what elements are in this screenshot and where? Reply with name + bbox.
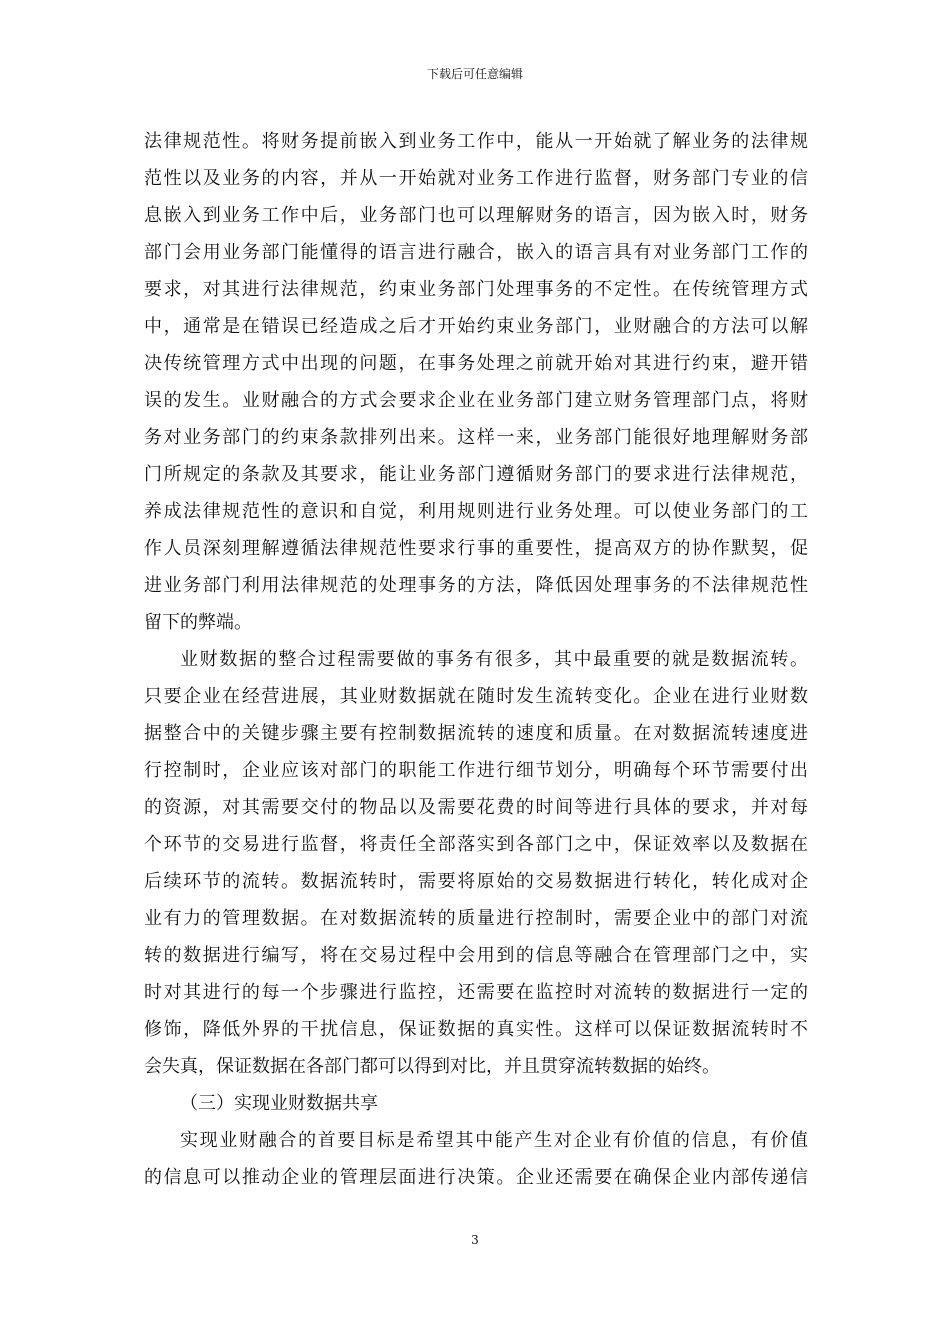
text-line: 息嵌入到业务工作中后，业务部门也可以理解财务的语言，因为嵌入时，财务 [144, 205, 808, 226]
text-line: 转的数据进行编写，将在交易过程中会用到的信息等融合在管理部门之中，实 [144, 945, 808, 966]
section-heading: （三）实现业财数据共享 [180, 1093, 378, 1114]
text-line: 误的发生。业财融合的方式会要求企业在业务部门建立财务管理部门点，将财 [144, 390, 808, 411]
text-line: 的信息可以推动企业的管理层面进行决策。企业还需要在确保企业内部传递信 [144, 1167, 808, 1188]
text-line: 中，通常是在错误已经造成之后才开始约束业务部门，业财融合的方法可以解 [144, 316, 808, 337]
text-line: 要求，对其进行法律规范，约束业务部门处理事务的不定性。在传统管理方式 [144, 279, 808, 300]
text-line: 会失真，保证数据在各部门都可以得到对比，并且贯穿流转数据的始终。 [144, 1056, 720, 1077]
text-line: 时对其进行的每一个步骤进行监控，还需要在监控时对流转的数据进行一定的 [144, 982, 808, 1003]
text-line: 据整合中的关键步骤主要有控制数据流转的速度和质量。在对数据流转速度进 [144, 723, 808, 744]
text-line: 业财数据的整合过程需要做的事务有很多，其中最重要的就是数据流转。 [180, 649, 808, 670]
text-line: 范性以及业务的内容，并从一开始就对业务工作进行监督，财务部门专业的信 [144, 168, 808, 189]
text-line: 务对业务部门的约束条款排列出来。这样一来，业务部门能很好地理解财务部 [144, 427, 808, 448]
paragraph-legal-norms [144, 123, 808, 641]
text-line: 部门会用业务部门能懂得的语言进行融合，嵌入的语言具有对业务部门工作的 [144, 242, 808, 263]
page-header: 下载后可任意编辑 [426, 67, 523, 81]
text-line: 个环节的交易进行监督，将责任全部落实到各部门之中，保证效率以及数据在 [144, 834, 808, 855]
text-line: 进业务部门利用法律规范的处理事务的方法，降低因处理事务的不法律规范性 [144, 575, 808, 596]
text-line: 作人员深刻理解遵循法律规范性要求行事的重要性，提高双方的协作默契，促 [144, 538, 808, 559]
page-number: 3 [471, 1233, 479, 1247]
text-line: 决传统管理方式中出现的问题，在事务处理之前就开始对其进行约束，避开错 [144, 353, 808, 374]
text-line: 业有力的管理数据。在对数据流转的质量进行控制时，需要企业中的部门对流 [144, 908, 808, 929]
text-line: 的资源，对其需要交付的物品以及需要花费的时间等进行具体的要求，并对每 [144, 797, 808, 818]
paragraph-data-sharing [144, 1122, 808, 1196]
text-line: 留下的弊端。 [144, 612, 252, 633]
paragraph-data-flow [144, 641, 808, 1085]
text-line: 行控制时，企业应该对部门的职能工作进行细节划分，明确每个环节需要付出 [144, 760, 808, 781]
text-line: 后续环节的流转。数据流转时，需要将原始的交易数据进行转化，转化成对企 [144, 871, 808, 892]
text-line: 法律规范性。将财务提前嵌入到业务工作中，能从一开始就了解业务的法律规 [144, 131, 808, 152]
text-line: 门所规定的条款及其要求，能让业务部门遵循财务部门的要求进行法律规范， [144, 464, 808, 485]
document-body [144, 123, 808, 1196]
text-line: 实现业财融合的首要目标是希望其中能产生对企业有价值的信息，有价值 [180, 1130, 808, 1151]
text-line: 只要企业在经营进展，其业财数据就在随时发生流转变化。企业在进行业财数 [144, 686, 808, 707]
text-line: 修饰，降低外界的干扰信息，保证数据的真实性。这样可以保证数据流转时不 [144, 1019, 808, 1040]
text-line: 养成法律规范性的意识和自觉，利用规则进行业务处理。可以使业务部门的工 [144, 501, 808, 522]
